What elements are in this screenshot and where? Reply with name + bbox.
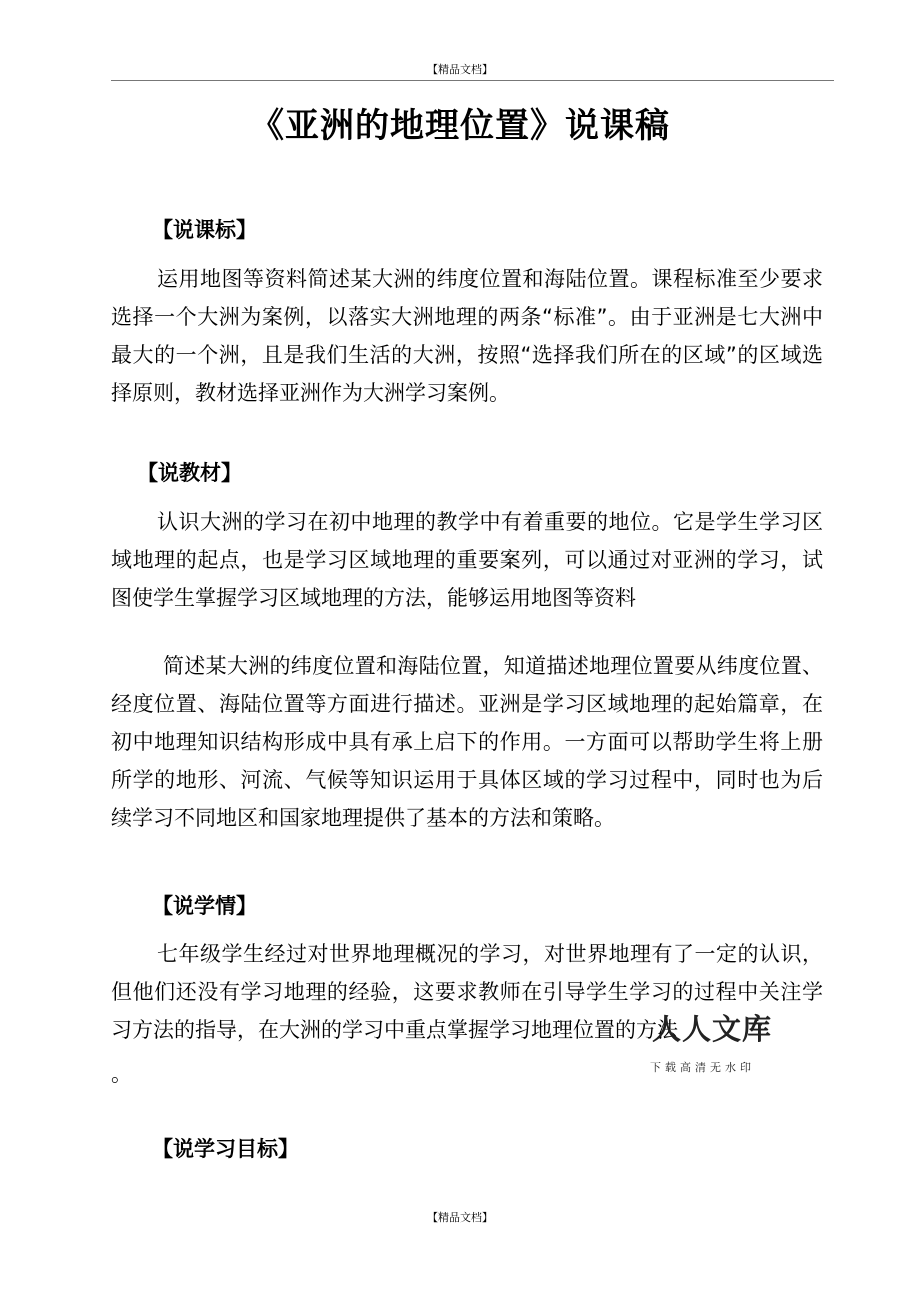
section-heading-students: 【说学情】 <box>152 894 257 918</box>
header-rule <box>111 80 834 81</box>
watermark-main-text: 人人文库 <box>652 1012 773 1046</box>
textbook-paragraph-block-1 <box>111 503 823 617</box>
curriculum-paragraph-block <box>111 260 823 412</box>
document-title: 《亚洲的地理位置》说课稿 <box>250 106 670 146</box>
textbook-paragraph-block-2 <box>111 647 823 837</box>
curriculum-paragraph: 运用地图等资料简述某大洲的纬度位置和海陆位置。课程标准至少要求选择一个大洲为案例，以落实大洲地理的两条“标准”。由于亚洲是七大洲中最大的一个洲，且是我们生活的大洲，按照“选择我们所在的区域”的区域选择原则，教材选择亚洲作为大洲学习案例。 <box>111 267 823 405</box>
students-paragraph: 七年级学生经过对世界地理概况的学习，对世界地理有了一定的认识，但他们还没有学习地理的经验，这要求教师在引导学生学习的过程中关注学习方法的指导，在大洲的学习中重点掌握学习地理位置的方法 <box>111 942 823 1042</box>
textbook-paragraph-2: 简述某大洲的纬度位置和海陆位置，知道描述地理位置要从纬度位置、经度位置、海陆位置等方面进行描述。亚洲是学习区域地理的起始篇章，在初中地理知识结构形成中具有承上启下的作用。一方面可以帮助学生将上册所学的地形、河流、气候等知识运用于具体区域的学习过程中，同时也为后续学习不同地区和国家地理提供了基本的方法和策略。 <box>111 654 823 830</box>
page-footer-label: 【精品文档】 <box>427 1211 493 1224</box>
watermark-sub-text: 下载高清无水印 <box>650 1061 755 1074</box>
page-header-label: 【精品文档】 <box>427 63 493 76</box>
section-heading-curriculum: 【说课标】 <box>152 218 257 242</box>
section-heading-objectives: 【说学习目标】 <box>152 1137 299 1161</box>
section-heading-textbook: 【说教材】 <box>137 461 242 485</box>
textbook-paragraph-1: 认识大洲的学习在初中地理的教学中有着重要的地位。它是学生学习区域地理的起点，也是学习区域地理的重要案列，可以通过对亚洲的学习，试图使学生掌握学习区域地理的方法，能够运用地图等资料 <box>111 510 823 610</box>
students-paragraph-block <box>111 935 823 1093</box>
students-paragraph-trailing-mark: 。 <box>111 1062 132 1086</box>
